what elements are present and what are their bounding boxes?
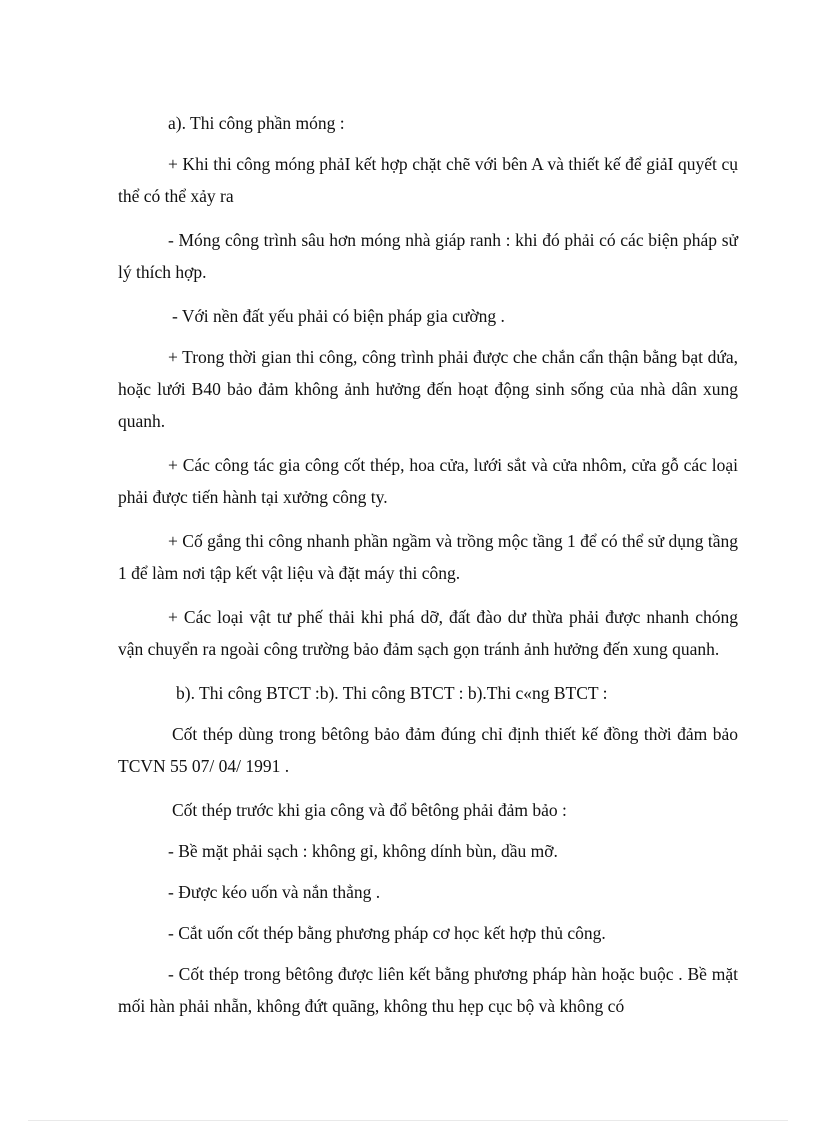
section-heading-concrete: b). Thi công BTCT :b). Thi công BTCT : b).Thi c«ng BTCT : [176,683,608,703]
page-edge-divider [28,1120,788,1121]
paragraph-steel-requirements: Cốt thép trước khi gia công và đổ bêtông phải đảm bảo : [172,800,567,820]
paragraph-weak-soil: - Với nền đất yếu phải có biện pháp gia cường . [172,306,505,326]
paragraph-steel-standard: Cốt thép dùng trong bêtông bảo đảm đúng chỉ định thiết kế đồng thời đảm bảo TCVN 55 07/ 04/ 1991 . [118,724,738,776]
list-item-clean-surface: - Bề mặt phải sạch : không gỉ, không dính bùn, dầu mỡ. [168,841,558,861]
list-item-cutting: - Cắt uốn cốt thép bằng phương pháp cơ học kết hợp thủ công. [168,923,606,943]
list-item-straighten: - Được kéo uốn và nắn thẳng . [168,882,381,902]
section-heading-foundation: a). Thi công phần móng : [168,113,345,133]
paragraph-basement: + Cố gắng thi công nhanh phần ngầm và trồng mộc tầng 1 để có thể sử dụng tầng 1 để làm nơi tập kết vật liệu và đặt máy thi công. [118,531,738,583]
paragraph-waste: + Các loại vật tư phế thải khi phá dỡ, đất đào dư thừa phải được nhanh chóng vận chuyển ra ngoài công trường bảo đảm sạch gọn tránh ảnh hưởng đến xung quanh. [118,607,738,659]
document-body [118,107,738,1034]
paragraph-covering: + Trong thời gian thi công, công trình phải được che chắn cẩn thận bằng bạt dứa, hoặc lưới B40 bảo đảm không ảnh hưởng đến hoạt động sinh sống của nhà dân xung quanh. [118,347,738,431]
paragraph-deep-foundation: - Móng công trình sâu hơn móng nhà giáp ranh : khi đó phải có các biện pháp sử lý thích hợp. [118,230,738,282]
paragraph-coordination: + Khi thi công móng phảI kết hợp chặt chẽ với bên A và thiết kế để giảI quyết cụ thể có thể xảy ra [118,154,738,206]
paragraph-fabrication: + Các công tác gia công cốt thép, hoa cửa, lưới sắt và cửa nhôm, cửa gỗ các loại phải được tiến hành tại xưởng công ty. [118,455,738,507]
list-item-joining: - Cốt thép trong bêtông được liên kết bằng phương pháp hàn hoặc buộc . Bề mặt mối hàn phải nhẵn, không đứt quãng, không thu hẹp cục bộ và không có [118,964,738,1016]
